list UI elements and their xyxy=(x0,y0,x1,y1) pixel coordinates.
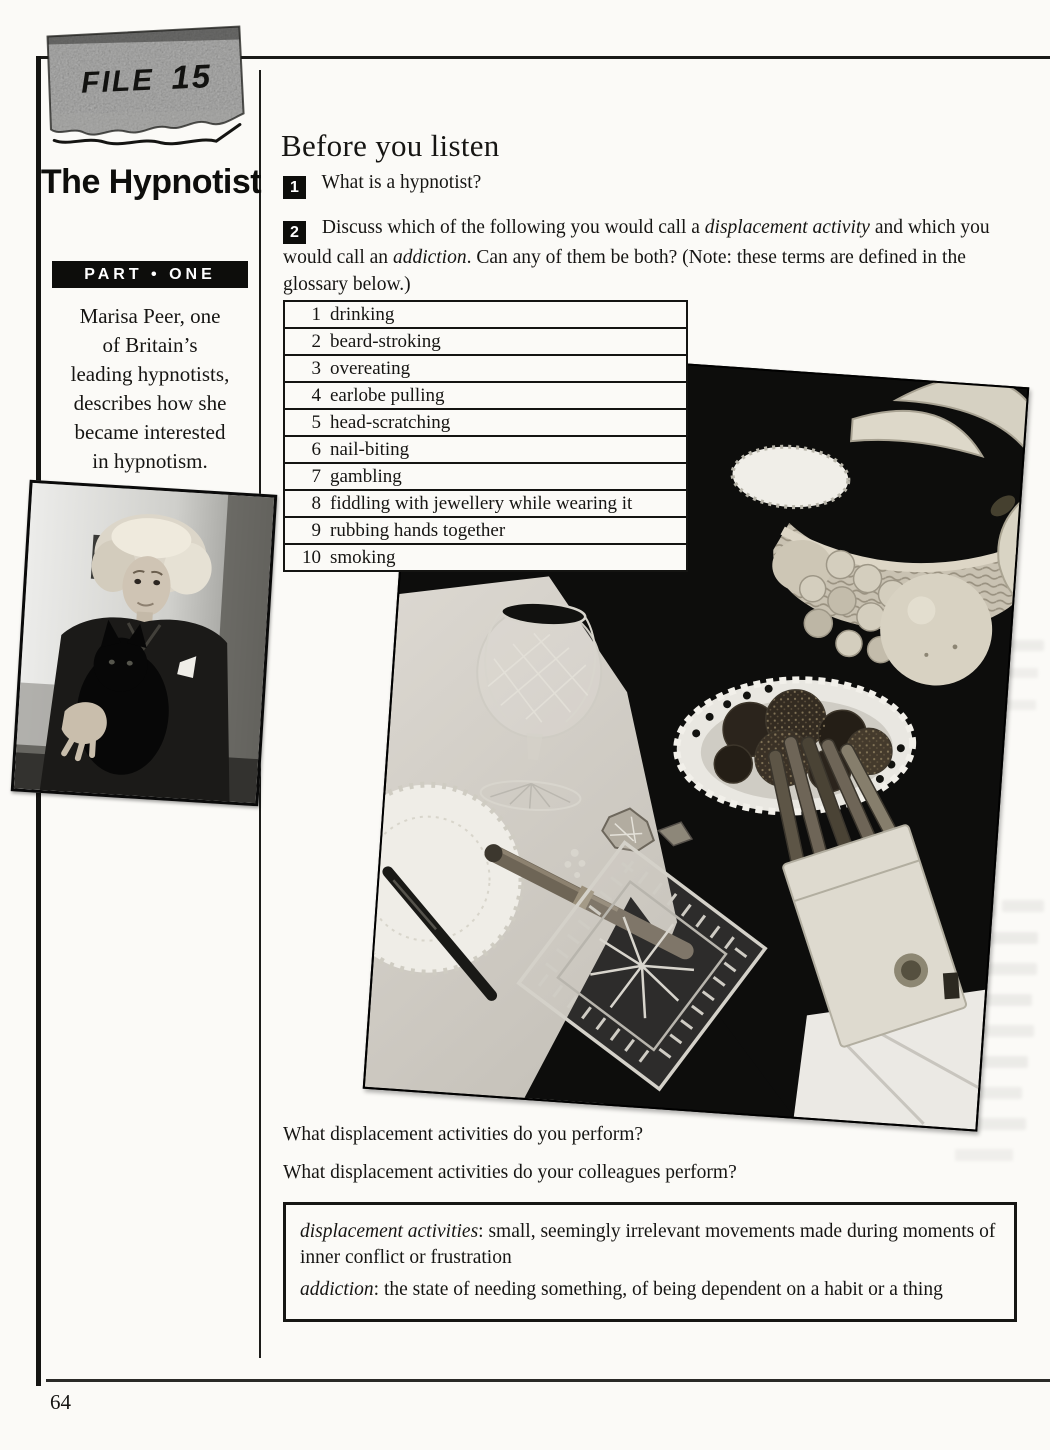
task-2-term-displacement: displacement activity xyxy=(704,217,870,238)
glossary-definition: : the state of needing something, of being dependent on a habit or a thing xyxy=(373,1279,943,1300)
part-one-label: PART • ONE xyxy=(84,265,216,283)
table-row xyxy=(283,381,688,410)
row-label: nail-biting xyxy=(330,438,410,460)
row-number: 4 xyxy=(311,384,321,406)
intro-line: describes how she xyxy=(73,391,227,415)
page-number: 64 xyxy=(50,1390,71,1414)
row-number: 9 xyxy=(311,519,321,541)
bottom-rule xyxy=(46,1379,1050,1382)
task-number-badge: 1 xyxy=(283,176,306,199)
row-number: 1 xyxy=(311,303,321,325)
file-banner xyxy=(43,23,246,160)
row-label: earlobe pulling xyxy=(330,384,445,406)
file-number: 15 xyxy=(170,57,213,96)
part-one-bar xyxy=(52,261,248,288)
table-row xyxy=(283,462,688,491)
row-label: smoking xyxy=(330,546,396,568)
table-row xyxy=(283,435,688,464)
row-number: 2 xyxy=(311,330,321,352)
glossary-definition: : small, seemingly irrelevant movements made during moments of inner conflict or frustration xyxy=(300,1221,996,1268)
table-row xyxy=(283,300,688,329)
unit-intro xyxy=(30,302,270,476)
question-colleagues: What displacement activities do your colleagues perform? xyxy=(283,1162,737,1183)
glossary-box xyxy=(283,1202,1017,1322)
intro-line: leading hypnotists, xyxy=(70,362,230,386)
row-number: 8 xyxy=(311,492,321,514)
task-2-term-addiction: addiction xyxy=(392,247,467,268)
row-label: drinking xyxy=(330,303,395,325)
hypnotist-portrait-photo xyxy=(11,480,278,807)
intro-line: in hypnotism. xyxy=(92,449,208,473)
task-1-text: What is a hypnotist? xyxy=(321,172,482,193)
torn-paper-banner-graphic xyxy=(43,23,246,160)
row-number: 7 xyxy=(311,465,321,487)
task-2 xyxy=(283,214,1020,298)
section-title: Before you listen xyxy=(281,128,500,163)
table-row xyxy=(283,354,688,383)
table-row xyxy=(283,543,688,572)
intro-line: Marisa Peer, one xyxy=(79,304,221,328)
glossary-entry xyxy=(300,1277,1000,1303)
activities-table xyxy=(283,300,688,572)
row-number: 5 xyxy=(311,411,321,433)
table-row xyxy=(283,489,688,518)
row-label: gambling xyxy=(330,465,402,487)
unit-title: The Hypnotist xyxy=(40,163,262,201)
row-label: head-scratching xyxy=(330,411,451,433)
row-number: 10 xyxy=(302,546,321,568)
task-2-text-part: Discuss which of the following you would call a xyxy=(321,217,705,238)
glossary-entry xyxy=(300,1219,1000,1271)
file-word: FILE xyxy=(80,63,155,100)
bleed-through-mark xyxy=(1002,900,1044,912)
intro-line: of Britain’s xyxy=(102,333,198,357)
row-label: overeating xyxy=(330,357,411,379)
task-2-text-part: and which you would call an xyxy=(283,217,990,268)
bleed-through-mark xyxy=(955,1149,1013,1161)
row-label: fiddling with jewellery while wearing it xyxy=(330,492,633,514)
glossary-term: addiction xyxy=(300,1279,374,1300)
table-row xyxy=(283,327,688,356)
row-number: 3 xyxy=(311,357,321,379)
row-number: 6 xyxy=(311,438,321,460)
row-label: rubbing hands together xyxy=(330,519,506,541)
glossary-term: displacement activities xyxy=(300,1221,479,1242)
task-2-text-part: . Can any of them be both? (Note: these terms are defined in the glossary below.) xyxy=(283,247,966,295)
table-row xyxy=(283,408,688,437)
question-you: What displacement activities do you perform? xyxy=(283,1124,644,1145)
task-1 xyxy=(283,169,1020,199)
intro-line: became interested xyxy=(74,420,226,444)
task-number-badge: 2 xyxy=(283,221,306,244)
portrait-graphic xyxy=(14,483,274,803)
table-row xyxy=(283,516,688,545)
row-label: beard-stroking xyxy=(330,330,441,352)
